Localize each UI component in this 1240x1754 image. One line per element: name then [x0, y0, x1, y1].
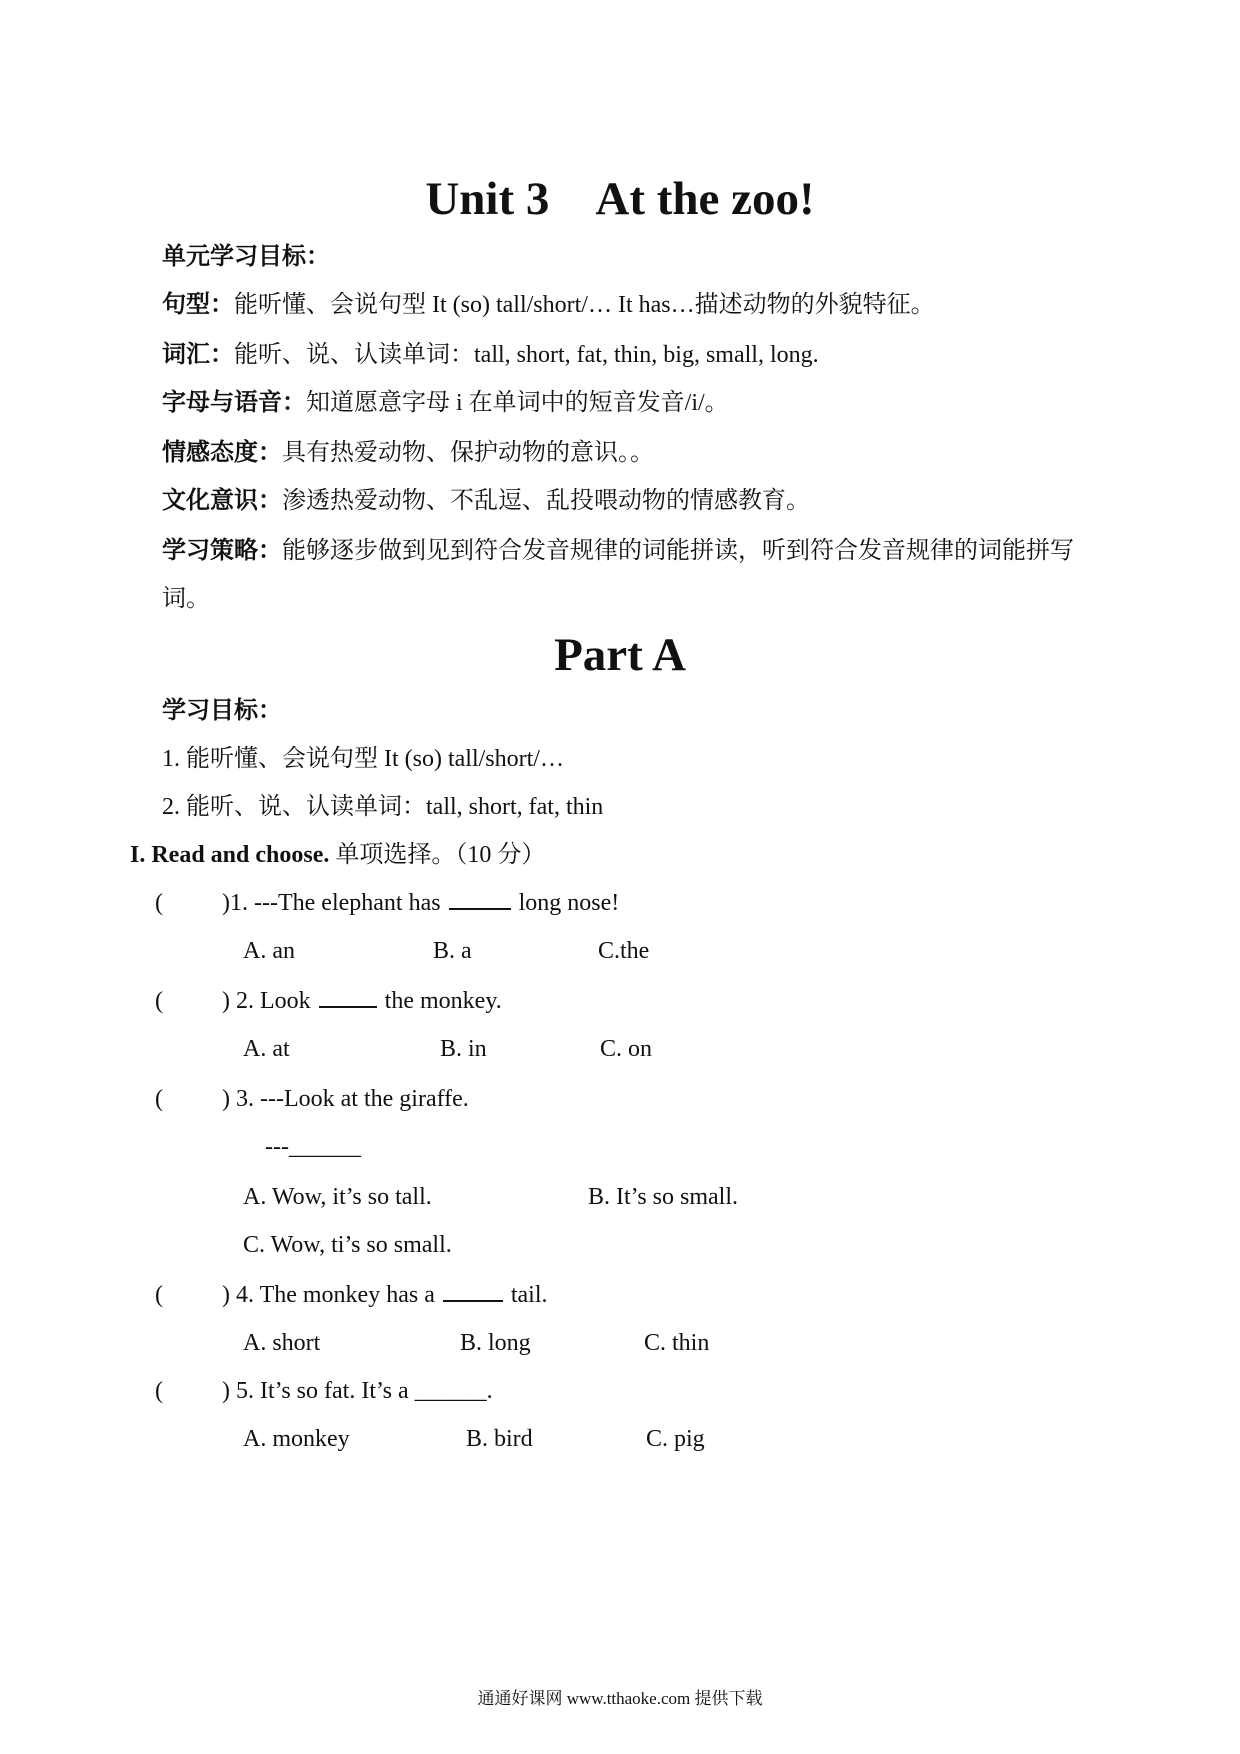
- option-b: B. a: [433, 938, 472, 964]
- option-c: C. Wow, ti’s so small.: [243, 1232, 452, 1258]
- option-a: A. short: [243, 1330, 321, 1356]
- unit-goals-heading: 单元学习目标：: [162, 244, 330, 270]
- option-b: B. It’s so small.: [588, 1184, 739, 1210]
- question-4-paren: (: [155, 1282, 163, 1308]
- question-3-reply: ---______: [265, 1134, 361, 1160]
- question-3-paren: (: [155, 1086, 163, 1112]
- question-1: )1. ---The elephant has long nose!: [222, 890, 620, 916]
- goal-sentence: 句型：能听懂、会说句型 It (so) tall/short/… It has…描述动物的外貌特征。: [162, 292, 935, 318]
- question-2-paren: (: [155, 988, 163, 1014]
- option-a: A. an: [243, 938, 295, 964]
- footer-source: 通通好课网 www.tthaoke.com 提供下载: [477, 1689, 763, 1708]
- unit-number: Unit 3: [425, 173, 550, 225]
- question-1-paren: (: [155, 890, 163, 916]
- goal-culture: 文化意识：渗透热爱动物、不乱逗、乱投喂动物的情感教育。: [162, 488, 810, 514]
- unit-title: [0, 172, 1240, 226]
- answer-blank: [443, 1282, 503, 1302]
- answer-blank: [449, 890, 511, 910]
- option-c: C. on: [600, 1036, 653, 1062]
- goal-strategy: 学习策略：能够逐步做到见到符合发音规律的词能拼读，听到符合发音规律的词能拼写: [162, 538, 1074, 564]
- goal-attitude: 情感态度：具有热爱动物、保护动物的意识。。: [162, 440, 654, 466]
- option-a: A. at: [243, 1036, 290, 1062]
- question-5: ) 5. It’s so fat. It’s a ______.: [222, 1378, 493, 1404]
- option-a: A. monkey: [243, 1426, 350, 1452]
- part-goal-1: 1. 能听懂、会说句型 It (so) tall/short/…: [162, 746, 564, 772]
- unit-name: At the zoo!: [595, 173, 815, 225]
- part-title: Part A: [554, 629, 686, 681]
- answer-blank: [319, 988, 377, 1008]
- part-goals-heading: 学习目标：: [162, 698, 282, 724]
- option-b: B. long: [460, 1330, 531, 1356]
- question-2: ) 2. Look the monkey.: [222, 988, 502, 1014]
- option-c: C. pig: [646, 1426, 705, 1452]
- goal-strategy-cont: 词。: [162, 586, 210, 612]
- goal-phonics: 字母与语音：知道愿意字母 i 在单词中的短音发音/i/。: [162, 390, 729, 416]
- option-c: C. thin: [644, 1330, 710, 1356]
- option-c: C.the: [598, 938, 650, 964]
- option-b: B. bird: [466, 1426, 533, 1452]
- question-5-paren: (: [155, 1378, 163, 1404]
- option-b: B. in: [440, 1036, 487, 1062]
- section-heading: I. Read and choose. 单项选择。（10 分）: [130, 842, 546, 868]
- part-goal-2: 2. 能听、说、认读单词：tall, short, fat, thin: [162, 794, 604, 820]
- goal-vocabulary: 词汇：能听、说、认读单词：tall, short, fat, thin, big, small, long.: [162, 342, 819, 368]
- option-a: A. Wow, it’s so tall.: [243, 1184, 432, 1210]
- question-4: ) 4. The monkey has a tail.: [222, 1282, 548, 1308]
- question-3: ) 3. ---Look at the giraffe.: [222, 1086, 469, 1112]
